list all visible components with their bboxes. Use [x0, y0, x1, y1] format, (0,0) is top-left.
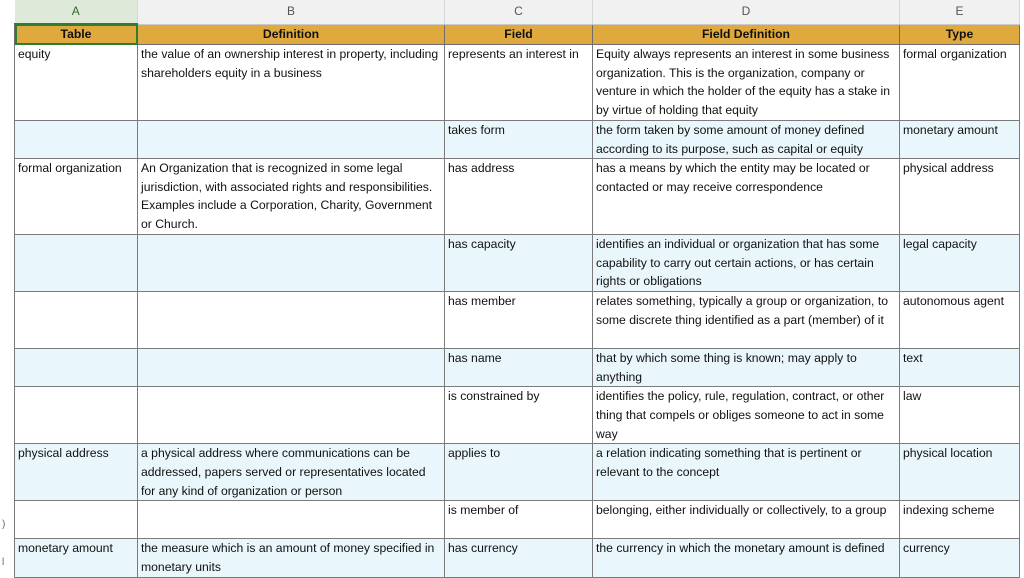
- cell-type[interactable]: law: [900, 387, 1020, 444]
- cell-type[interactable]: formal organization: [900, 45, 1020, 121]
- cell-type[interactable]: physical address: [900, 159, 1020, 235]
- table-row: [15, 444, 1020, 501]
- table-row: [15, 501, 1020, 539]
- cell-field[interactable]: has member: [445, 292, 593, 349]
- cell-definition[interactable]: [138, 387, 445, 444]
- table-row: [15, 539, 1020, 577]
- table-row: [15, 121, 1020, 159]
- column-header-c[interactable]: C: [445, 0, 593, 24]
- cell-field[interactable]: has name: [445, 349, 593, 387]
- cell-field-definition[interactable]: identifies an individual or organization that has some capability to carry out certain actions, or has certain rights or obligations: [593, 235, 900, 292]
- cell-table[interactable]: physical address: [15, 444, 138, 501]
- table-row: [15, 45, 1020, 121]
- cell-table[interactable]: monetary amount: [15, 539, 138, 577]
- cell-field[interactable]: takes form: [445, 121, 593, 159]
- cell-field-definition[interactable]: relates something, typically a group or organization, to some discrete thing identified as a part (member) of it: [593, 292, 900, 349]
- cell-table[interactable]: [15, 387, 138, 444]
- cell-type[interactable]: physical location: [900, 444, 1020, 501]
- column-header-row: [15, 0, 1020, 24]
- column-header-b[interactable]: B: [138, 0, 445, 24]
- edge-mark: ): [2, 519, 6, 530]
- cell-definition[interactable]: [138, 235, 445, 292]
- header-cell-definition[interactable]: Definition: [138, 24, 445, 45]
- cell-table[interactable]: equity: [15, 45, 138, 121]
- cell-field[interactable]: has capacity: [445, 235, 593, 292]
- column-header-d[interactable]: D: [593, 0, 900, 24]
- cell-definition[interactable]: a physical address where communications can be addressed, papers served or representatives located for any kind of organization or person: [138, 444, 445, 501]
- cell-field-definition[interactable]: the currency in which the monetary amount is defined: [593, 539, 900, 577]
- cell-table[interactable]: [15, 501, 138, 539]
- cell-definition[interactable]: [138, 292, 445, 349]
- edge-mark: l: [2, 557, 5, 568]
- cell-field-definition[interactable]: the form taken by some amount of money defined according to its purpose, such as capital or equity: [593, 121, 900, 159]
- header-cell-type[interactable]: Type: [900, 24, 1020, 45]
- cell-table[interactable]: [15, 292, 138, 349]
- cell-field[interactable]: applies to: [445, 444, 593, 501]
- column-header-e[interactable]: E: [900, 0, 1020, 24]
- cell-field-definition[interactable]: Equity always represents an interest in some business organization. This is the organization, company or venture in which the holder of the equity has a stake in by virtue of holding that equity: [593, 45, 900, 121]
- cell-type[interactable]: text: [900, 349, 1020, 387]
- table-row: [15, 235, 1020, 292]
- cell-table[interactable]: [15, 235, 138, 292]
- cell-table[interactable]: [15, 349, 138, 387]
- header-cell-table[interactable]: Table: [15, 24, 138, 45]
- cell-definition[interactable]: the value of an ownership interest in property, including shareholders equity in a business: [138, 45, 445, 121]
- cell-type[interactable]: indexing scheme: [900, 501, 1020, 539]
- table-row: [15, 159, 1020, 235]
- table-row: [15, 349, 1020, 387]
- cell-field-definition[interactable]: identifies the policy, rule, regulation, contract, or other thing that compels or obliges someone to act in some way: [593, 387, 900, 444]
- cell-table[interactable]: [15, 121, 138, 159]
- cell-field-definition[interactable]: has a means by which the entity may be located or contacted or may receive correspondence: [593, 159, 900, 235]
- cell-field[interactable]: represents an interest in: [445, 45, 593, 121]
- cell-type[interactable]: monetary amount: [900, 121, 1020, 159]
- cell-definition[interactable]: [138, 349, 445, 387]
- cell-field[interactable]: has currency: [445, 539, 593, 577]
- header-cell-field[interactable]: Field: [445, 24, 593, 45]
- cell-type[interactable]: currency: [900, 539, 1020, 577]
- column-header-a[interactable]: A: [15, 0, 138, 24]
- table-row: [15, 292, 1020, 349]
- spreadsheet-grid: [14, 0, 1020, 578]
- cell-field-definition[interactable]: a relation indicating something that is pertinent or relevant to the concept: [593, 444, 900, 501]
- header-row: [15, 24, 1020, 45]
- cell-field[interactable]: is member of: [445, 501, 593, 539]
- cell-definition[interactable]: [138, 121, 445, 159]
- cell-type[interactable]: legal capacity: [900, 235, 1020, 292]
- cell-field-definition[interactable]: belonging, either individually or collectively, to a group: [593, 501, 900, 539]
- cell-definition[interactable]: [138, 501, 445, 539]
- cell-field[interactable]: is constrained by: [445, 387, 593, 444]
- cell-field[interactable]: has address: [445, 159, 593, 235]
- cell-field-definition[interactable]: that by which some thing is known; may apply to anything: [593, 349, 900, 387]
- cell-table[interactable]: formal organization: [15, 159, 138, 235]
- header-cell-field-definition[interactable]: Field Definition: [593, 24, 900, 45]
- cell-definition[interactable]: An Organization that is recognized in some legal jurisdiction, with associated rights and responsibilities. Examples include a Corporation, Charity, Government or Church.: [138, 159, 445, 235]
- table-row: [15, 387, 1020, 444]
- cell-definition[interactable]: the measure which is an amount of money specified in monetary units: [138, 539, 445, 577]
- cell-type[interactable]: autonomous agent: [900, 292, 1020, 349]
